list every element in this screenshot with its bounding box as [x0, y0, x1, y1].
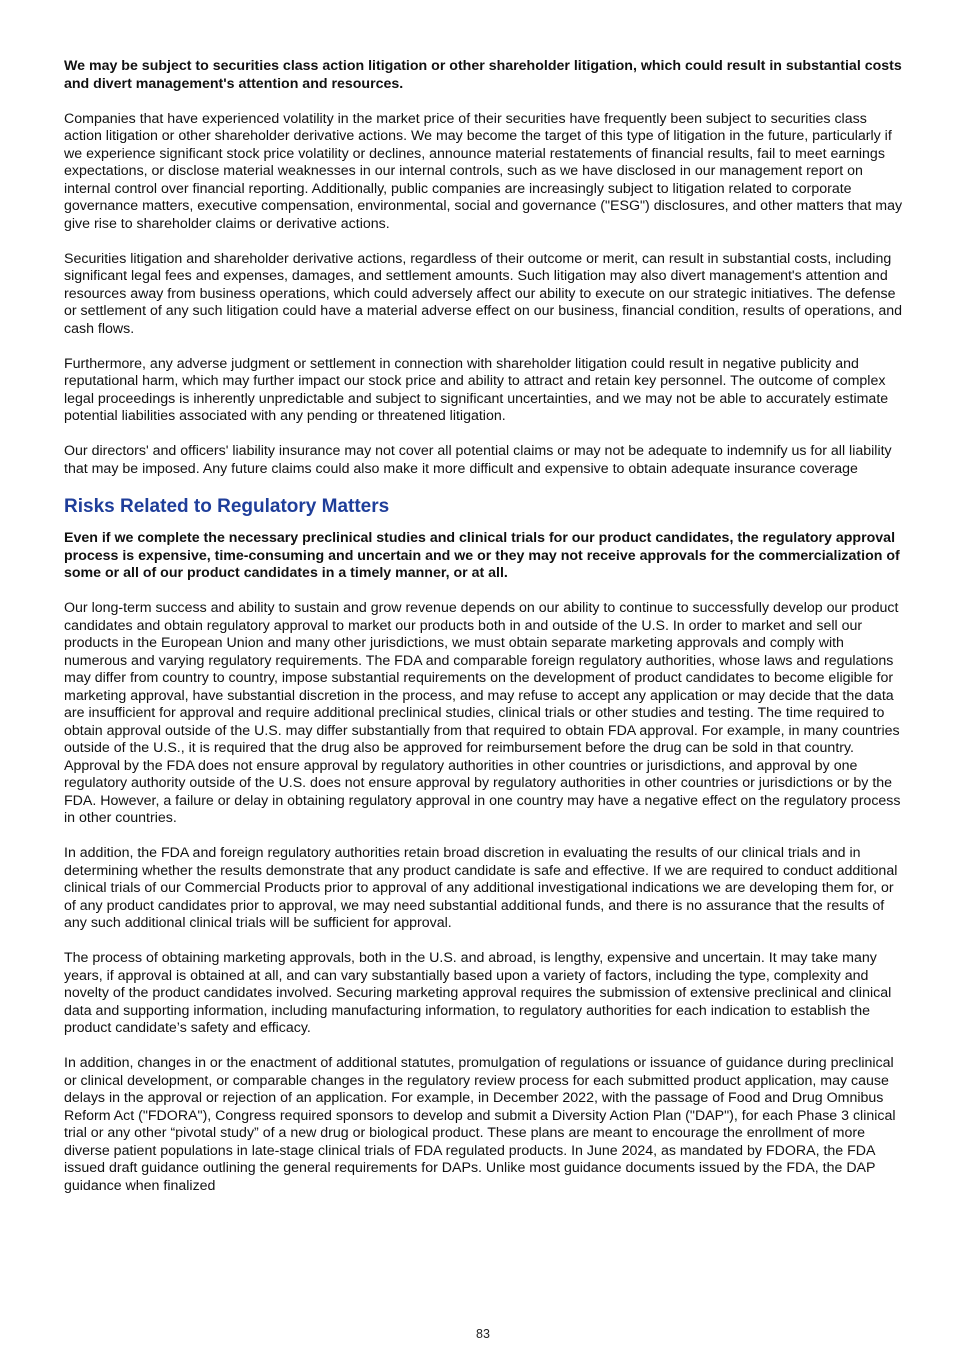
paragraph: The process of obtaining marketing approvals, both in the U.S. and abroad, is lengthy, expensive and uncertain. It may take many years, if approval is obtained at all, and can vary substantially based upon a variety of factors, including the type, complexity and novelty of the product candidates involved. Securing marketing approval requires the submission of extensive preclinical and clinical data and supporting information, including manufacturing information, to regulatory authorities for each indication to establish the product candidate’s safety and efficacy. — [64, 950, 892, 1036]
paragraph: Our long-term success and ability to sustain and grow revenue depends on our ability to continue to successfully develop our product candidates and obtain regulatory approval to market our products both in and outside of the U.S. In order to market and sell our products in the European Union and many other jurisdictions, we must obtain separate marketing approvals and comply with numerous and varying regulatory requirements. The FDA and comparable foreign regulatory authorities, whose laws and regulations may differ from country to country, impose substantial requirements on the development of product candidates to become eligible for marketing approval, have substantial discretion in the process, and may refuse to accept any application or may decide that the data are insufficient for approval and require additional preclinical studies, clinical trials or other studies and testing. The time required to obtain approval outside of the U.S. may differ substantially from that required to obtain FDA approval. For example, in many countries outside of the U.S., it is required that the drug also be approved for reimbursement before the drug can be sold in that country. Approval by the FDA does not ensure approval by regulatory authorities in other countries or jurisdictions, and approval by one regulatory authority outside of the U.S. does not ensure approval by regulatory authorities in other countries or jurisdictions or by the FDA. However, a failure or delay in obtaining regulatory approval in one country may have a negative effect on the regulatory process in other countries. — [64, 600, 901, 826]
section-title: Risks Related to Regulatory Matters — [64, 496, 390, 517]
risk-heading-litigation: We may be subject to securities class action litigation or other shareholder litigation, which could result in substantial costs and divert management's attention and resources. — [64, 58, 902, 92]
paragraph: In addition, changes in or the enactment of additional statutes, promulgation of regulations or issuance of guidance during preclinical or clinical development, or comparable changes in the regulatory review process for each submitted product application, may cause delays in the approval or rejection of an application. For example, in December 2022, with the passage of Food and Drug Omnibus Reform Act ("FDORA"), Congress required sponsors to develop and submit a Diversity Action Plan ("DAP"), for each Phase 3 clinical trial or any other “pivotal study” of a new drug or biological product. These plans are meant to encourage the enrollment of more diverse patient populations in late-stage clinical trials of FDA regulated products. In June 2024, as mandated by FDORA, the FDA issued draft guidance outlining the general requirements for DAPs. Unlike most guidance documents issued by the FDA, the DAP guidance when finalized — [64, 1055, 896, 1194]
paragraph: Our directors' and officers' liability insurance may not cover all potential claims or may not be adequate to indemnify us for all liability that may be imposed. Any future claims could also make it more difficult and expensive to obtain adequate insurance coverage — [64, 443, 892, 477]
document-page — [64, 58, 904, 1195]
risk-heading-regulatory: Even if we complete the necessary preclinical studies and clinical trials for our product candidates, the regulatory approval process is expensive, time-consuming and uncertain and we or they may not receive approvals for the commercialization of some or all of our product candidates in a timely manner, or at all. — [64, 530, 900, 581]
paragraph: Companies that have experienced volatility in the market price of their securities have frequently been subject to securities class action litigation or other shareholder derivative actions. We may become the target of this type of litigation in the future, particularly if we experience significant stock price volatility or declines, announce material restatements of financial results, fail to meet earnings expectations, or disclose material weaknesses in our internal controls, such as we have disclosed in our management report on internal control over financial reporting. Additionally, public companies are increasingly subject to litigation related to corporate governance matters, executive compensation, environmental, social and governance ("ESG") disclosures, and other matters that may give rise to shareholder claims or derivative actions. — [64, 110, 903, 232]
paragraph: Furthermore, any adverse judgment or settlement in connection with shareholder litigation could result in negative publicity and reputational harm, which may further impact our stock price and ability to attract and retain key personnel. The outcome of complex legal proceedings is inherently unpredictable and subject to significant uncertainties, and we may not be able to accurately estimate potential liabilities associated with any pending or threatened litigation. — [64, 355, 889, 424]
paragraph: In addition, the FDA and foreign regulatory authorities retain broad discretion in evaluating the results of our clinical trials and in determining whether the results demonstrate that any product candidate is safe and effective. If we are required to conduct additional clinical trials of our Commercial Products prior to approval of any additional investigational indications we are developing them for, or of any product candidates prior to approval, we may need substantial additional funds, and there is no assurance that the results of any such additional clinical trials will be sufficient for approval. — [64, 845, 898, 931]
page-number: 83 — [476, 1327, 490, 1341]
paragraph: Securities litigation and shareholder derivative actions, regardless of their outcome or merit, can result in substantial costs, including significant legal fees and expenses, damages, and settlement amounts. Such litigation may also divert management's attention and resources away from business operations, which could adversely affect our ability to execute on our strategic initiatives. The defense or settlement of any such litigation could have a material adverse effect on our business, financial condition, results of operations, and cash flows. — [64, 250, 903, 337]
